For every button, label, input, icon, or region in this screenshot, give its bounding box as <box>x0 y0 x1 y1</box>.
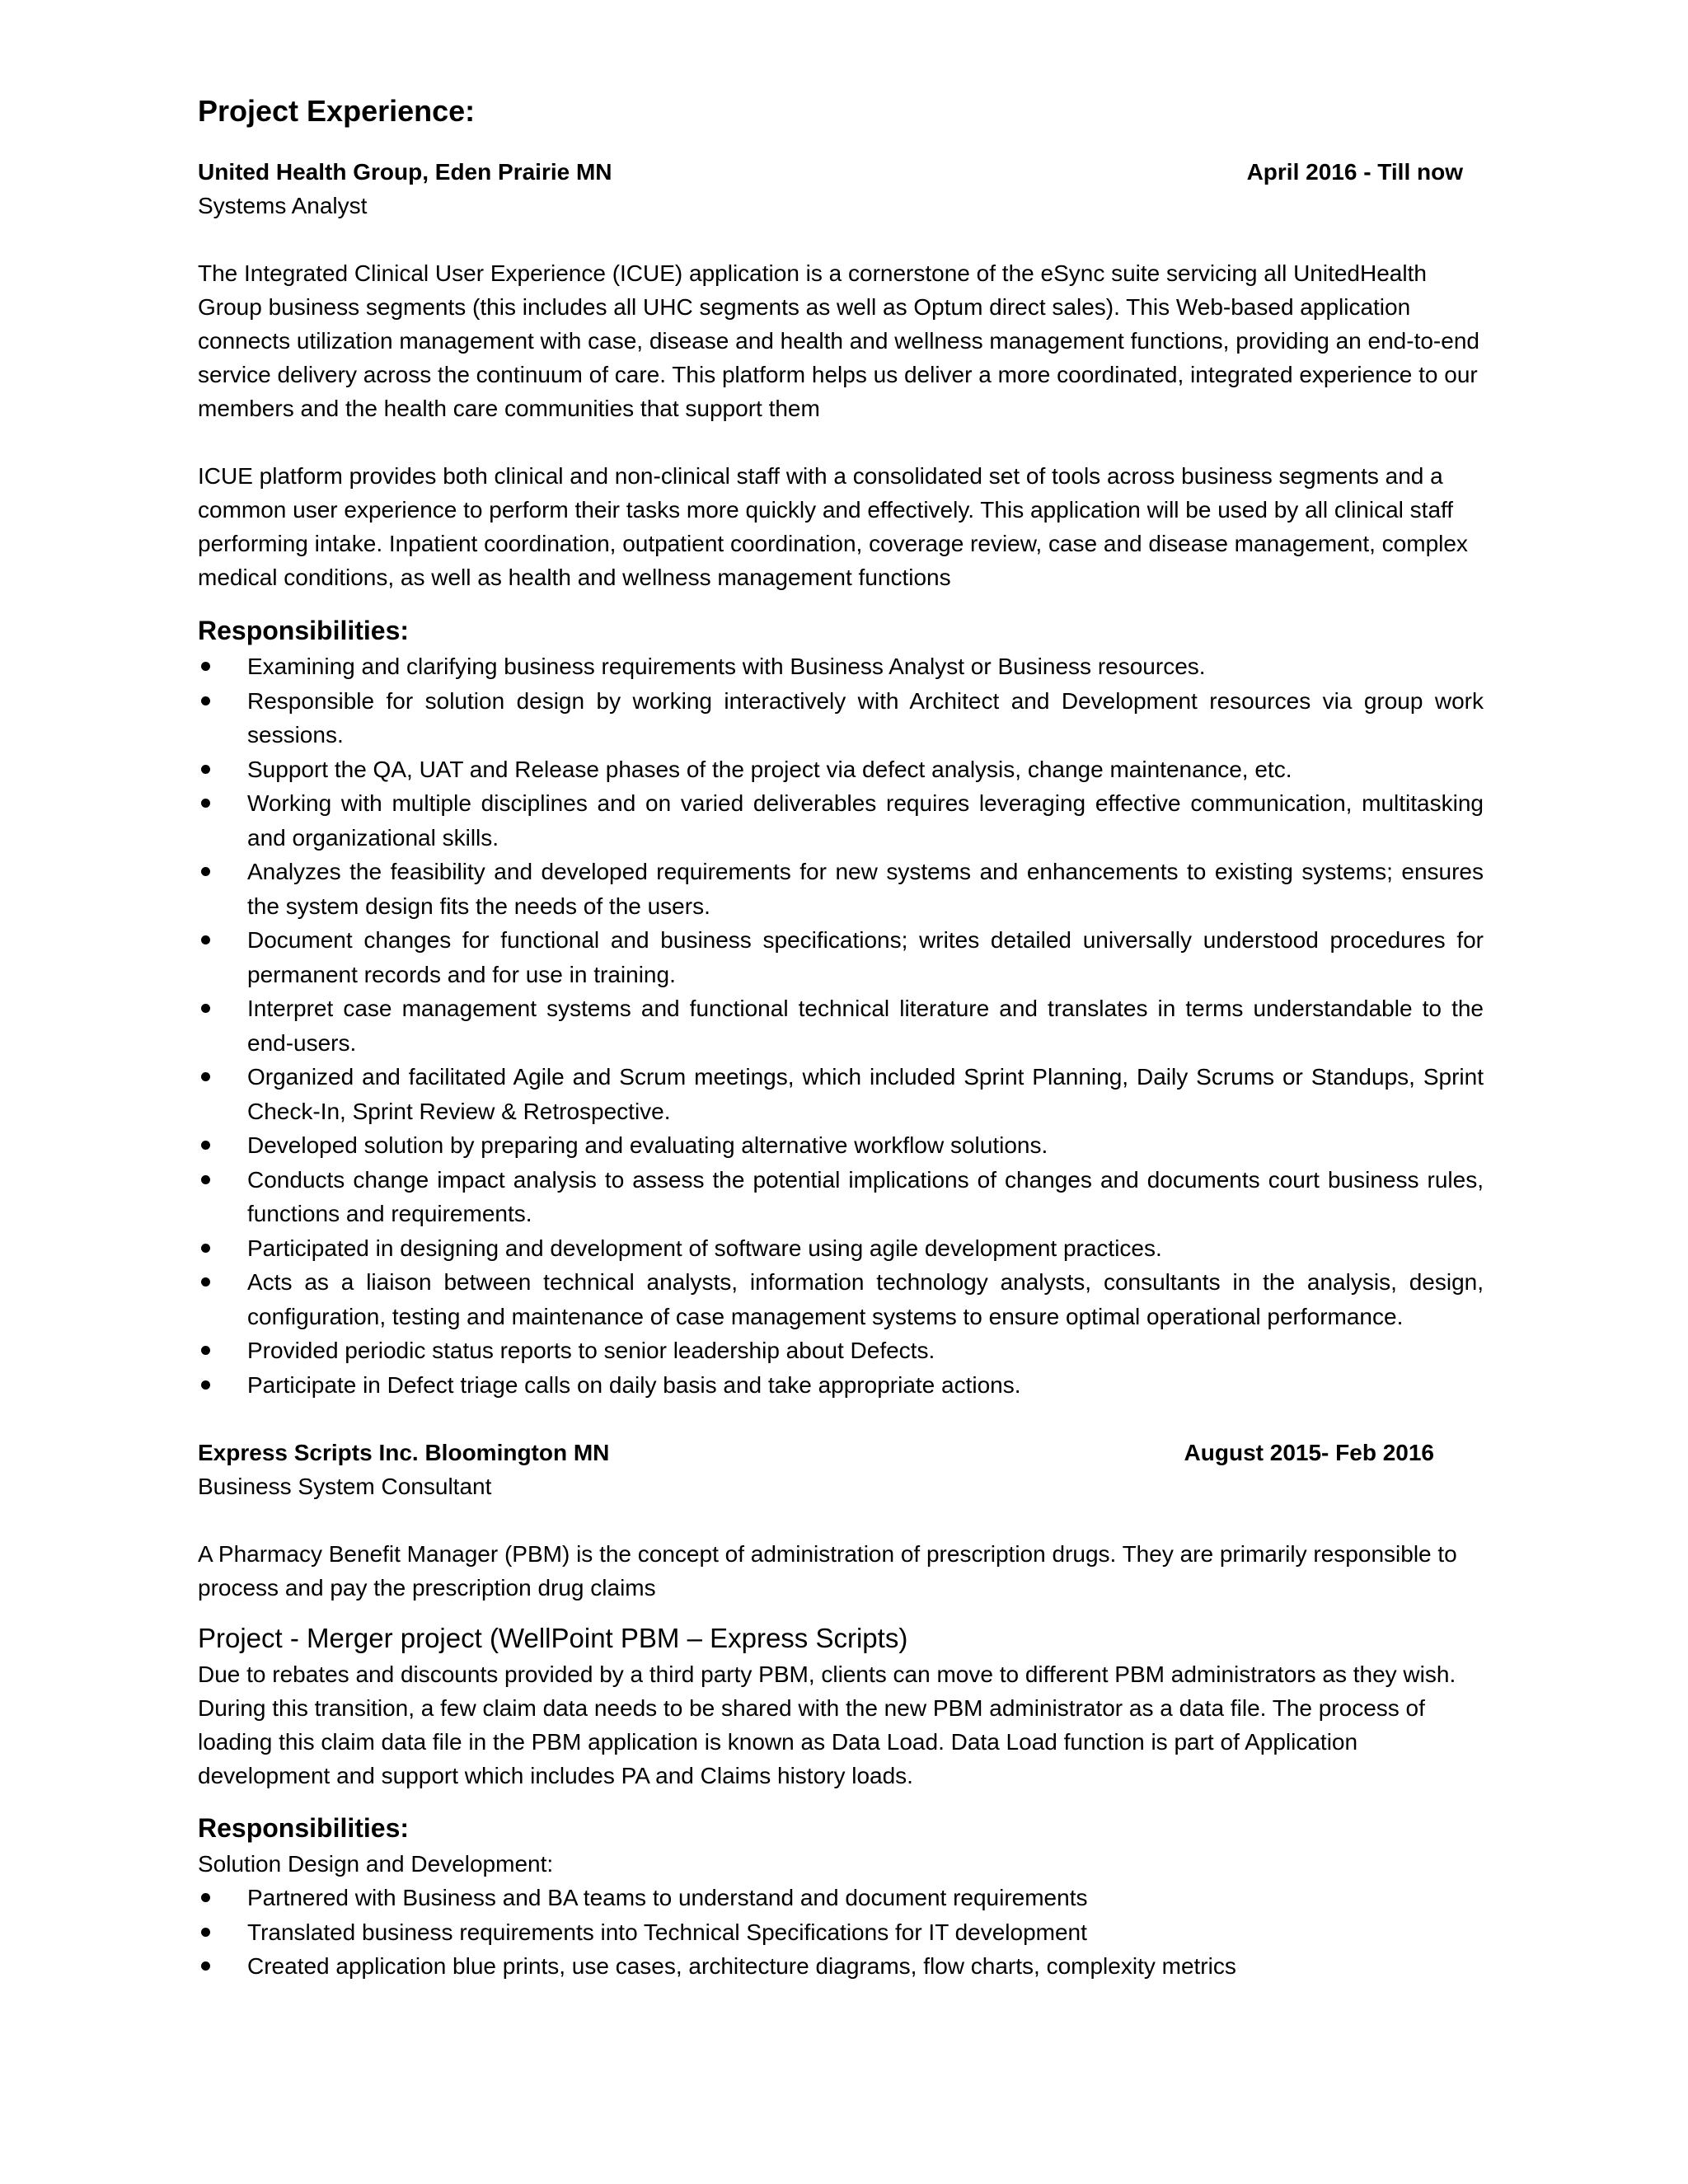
spacer <box>198 1402 1484 1436</box>
company-name: Express Scripts Inc. Bloomington MN <box>198 1440 610 1465</box>
project-title: Project - Merger project (WellPoint PBM – Express Scripts) <box>198 1623 908 1653</box>
job-paragraph: ICUE platform provides both clinical and non-clinical staff with a consolidated set of tools across business segments and a common user experience to perform their tasks more quickly and effectively. This application will be used by all clinical staff performing intake. Inpatient coordination, outpatient coordination, coverage review, case and disease management, complex medical conditions, as well as health and wellness management functions <box>198 463 1468 590</box>
list-item: Participated in designing and development of software using agile development practices. <box>198 1231 1484 1266</box>
job-paragraph: The Integrated Clinical User Experience (ICUE) application is a cornerstone of the eSync suite servicing all UnitedHealth Group business segments (this includes all UHC segments as well as Optum direct sales). This Web-based application connects utilization management with case, disease and health and wellness management functions, providing an end-to-end service delivery across the continuum of care. This platform helps us deliver a more coordinated, integrated experience to our members and the health care communities that support them <box>198 260 1479 421</box>
list-item: Interpret case management systems and functional technical literature and translates in terms understandable to the end-users. <box>198 991 1484 1060</box>
job-paragraph: A Pharmacy Benefit Manager (PBM) is the concept of administration of prescription drugs. They are primarily responsible to process and pay the prescription drug claims <box>198 1541 1457 1601</box>
list-item: Participate in Defect triage calls on daily basis and take appropriate actions. <box>198 1368 1484 1403</box>
list-item: Responsible for solution design by working interactively with Architect and Development resources via group work sessions. <box>198 684 1484 752</box>
page-content <box>198 91 1484 1984</box>
responsibilities-subtitle: Solution Design and Development: <box>198 1851 554 1877</box>
responsibilities-heading: Responsibilities: <box>198 1813 410 1843</box>
company-name: United Health Group, Eden Prairie MN <box>198 159 612 185</box>
list-item: Examining and clarifying business requirements with Business Analyst or Business resources. <box>198 649 1484 684</box>
list-item: Created application blue prints, use cases, architecture diagrams, flow charts, complexity metrics <box>198 1949 1484 1984</box>
job-dates: April 2016 - Till now <box>1246 159 1463 185</box>
list-item: Developed solution by preparing and evaluating alternative workflow solutions. <box>198 1128 1484 1163</box>
responsibilities-heading: Responsibilities: <box>198 616 410 645</box>
list-item: Conducts change impact analysis to assess the potential implications of changes and documents court business rules, functions and requirements. <box>198 1163 1484 1231</box>
list-item: Provided periodic status reports to senior leadership about Defects. <box>198 1333 1484 1368</box>
responsibilities-list <box>198 1881 1484 1984</box>
job-header-express-scripts <box>198 1436 1484 1469</box>
list-item: Working with multiple disciplines and on varied deliverables requires leveraging effective communication, multitasking and organizational skills. <box>198 786 1484 855</box>
job-role: Business System Consultant <box>198 1474 492 1499</box>
list-item: Acts as a liaison between technical analysts, information technology analysts, consultants in the analysis, design, configuration, testing and maintenance of case management systems to ensure optimal operational performance. <box>198 1265 1484 1333</box>
list-item: Translated business requirements into Technical Specifications for IT development <box>198 1915 1484 1950</box>
list-item: Document changes for functional and business specifications; writes detailed universally understood procedures for permanent records and for use in training. <box>198 923 1484 991</box>
list-item: Partnered with Business and BA teams to understand and document requirements <box>198 1881 1484 1915</box>
list-item: Organized and facilitated Agile and Scrum meetings, which included Sprint Planning, Daily Scrums or Standups, Sprint Check-In, Sprint Review & Retrospective. <box>198 1060 1484 1128</box>
project-description: Due to rebates and discounts provided by a third party PBM, clients can move to different PBM administrators as they wish. During this transition, a few claim data needs to be shared with the new PBM administrator as a data file. The process of loading this claim data file in the PBM application is known as Data Load. Data Load function is part of Application development and support which includes PA and Claims history loads. <box>198 1661 1456 1788</box>
job-dates: August 2015- Feb 2016 <box>1184 1440 1434 1465</box>
job-role: Systems Analyst <box>198 193 368 218</box>
responsibilities-list <box>198 649 1484 1402</box>
job-header-uhg <box>198 155 1484 189</box>
section-title: Project Experience: <box>198 94 476 128</box>
list-item: Support the QA, UAT and Release phases of the project via defect analysis, change maintenance, etc. <box>198 752 1484 787</box>
list-item: Analyzes the feasibility and developed requirements for new systems and enhancements to existing systems; ensures the system design fits the needs of the users. <box>198 855 1484 923</box>
